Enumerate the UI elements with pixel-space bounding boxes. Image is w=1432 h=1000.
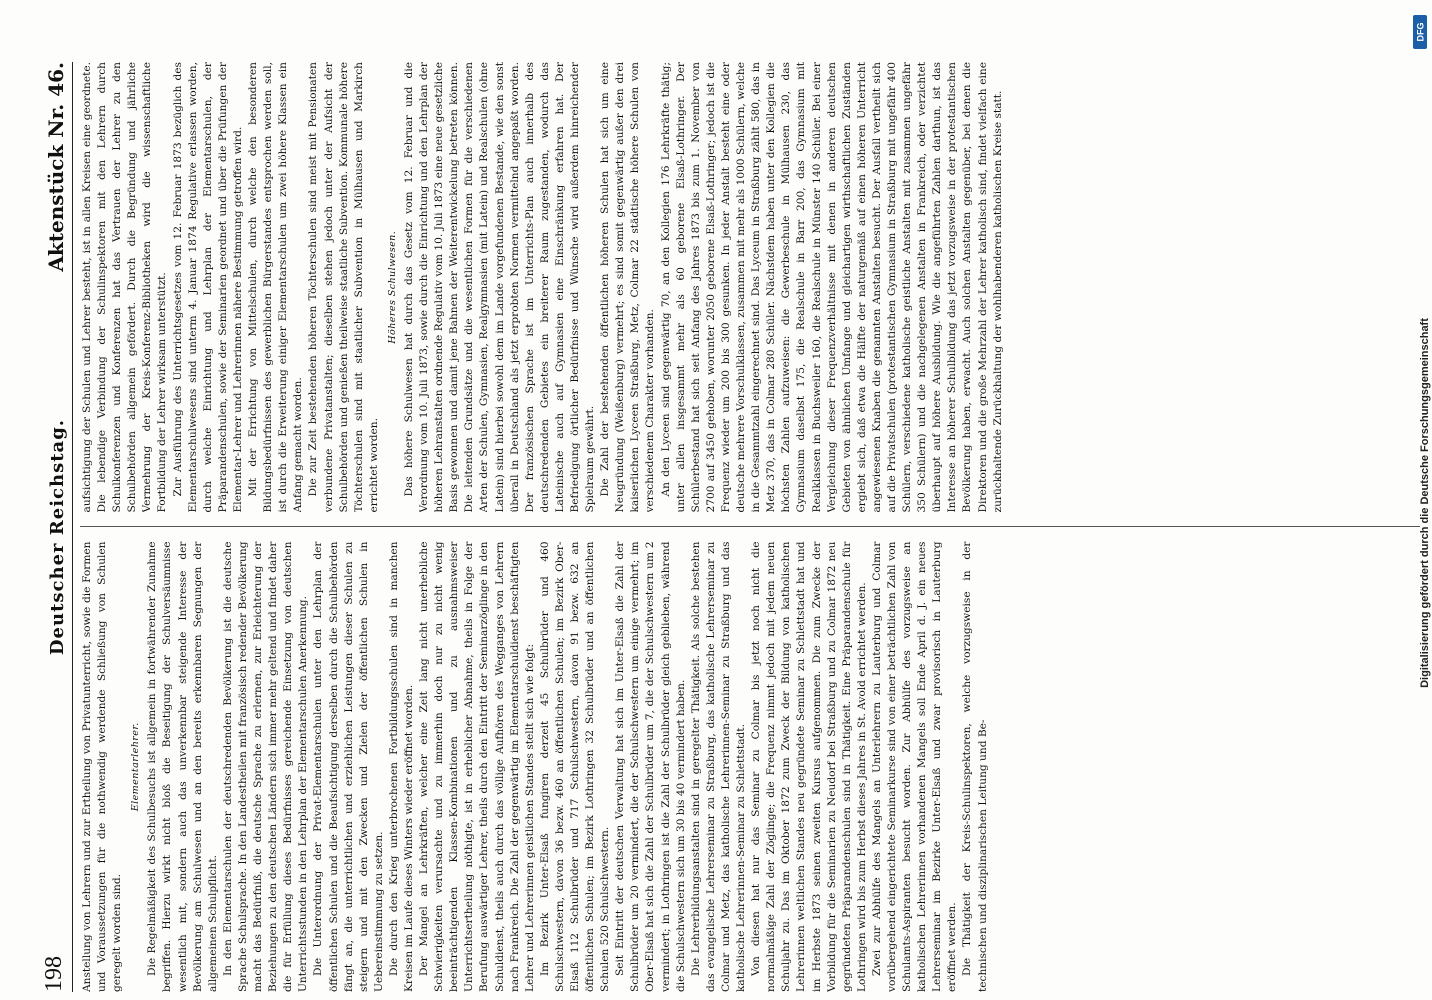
right-column: [80, 62, 1420, 513]
paragraph: Anstellung von Lehrern und zur Ertheilung von Privatunterricht, sowie die Formen und Voraussetzungen für die nothwendig werdende Schließung von Schulen geregelt worden sind.: [81, 541, 124, 992]
digitization-note: [1410, 15, 1432, 990]
paragraph: Zwei zur Abhülfe des Mangels an Unterlehrern zu Lauterburg und Colmar vorübergehend eingerichtete Seminarkurse sind von einer beträchtlichen Zahl von Schulamts-Aspiranten besucht worden. Zur Abhülfe des vorzugsweise an katholischen Lehrerinnen vorhandenen Mangels soll Ende April d. J. ein neues Lehrerseminar im Bezirke Unter-Elsaß und zwar provisorisch in Lauterburg eröffnet werden.: [870, 541, 959, 992]
running-title: Deutscher Reichstag.: [47, 418, 68, 656]
document-label: Aktenstück Nr. 46.: [44, 62, 68, 272]
paragraph: Die Regelmäßigkeit des Schulbesuchs ist allgemein in fortwährender Zunahme begriffen. Hierzu wirkt nicht bloß die Beseitigung der Schulversäumnisse wesentlich mit, sondern auch das unverkennbar steigende Interesse der Bevölkerung am Schulwesen und an den bereits erkennbaren Segnungen der allgemeinen Schulpflicht.: [146, 541, 219, 992]
paragraph: Die durch den Krieg unterbrochenen Fortbildungsschulen sind in manchen Kreisen im Laufe dieses Winters wieder eröffnet worden.: [387, 541, 415, 992]
section-subheading: Elementarlehrer.: [130, 722, 142, 812]
column-divider: [80, 527, 1420, 528]
paragraph: Von diesen hat nur das Seminar zu Colmar bis jetzt noch nicht die normalmäßige Zahl der Zöglinge; die Frequenz nimmt jedoch mit jedem neuen Schuljahr zu. Das im Oktober 1872 zum Zweck der Bildung von katholischen Lehrerinnen weltlichen Standes neu gegründete Seminar zu Schlettstadt hat und im Herbste 1873 seinen zweiten Kursus aufgenommen. Die zum Zwecke der Vorbildung für die Seminarien zu Neudorf bei Straßburg und zu Colmar 1872 neu gegründeten Präparandenschulen sind in Thätigkeit. Eine Präparandenschule für Lothringen wird bis zum Herbst dieses Jahres in St. Avold errichtet werden.: [750, 541, 868, 992]
paragraph: aufsichtigung der Schulen und Lehrer besteht, ist in allen Kreisen eine geordnete. Die lebendige Verbindung der Schulinspektoren mit den Lehrern durch Schulkonferenzen und Konferenzen hat das Vertrauen der Lehrer zu den Schulbehörden allgemein gefördert. Durch die Begründung und jährliche Vermehrung der Kreis-Konferenz-Bibliotheken wird die wissenschaftliche Fortbildung der Lehrer wirksam unterstützt.: [81, 62, 169, 513]
paragraph: An den Lyceen sind gegenwärtig 70, an den Kollegien 176 Lehrkräfte thätig; unter allen insgesammt mehr als 60 geborene Elsaß-Lothringer. Der Schülerbestand hat sich seit Anfang des Jahres 1873 bis zum 1. November von 2700 auf 3450 gehoben, worunter 2050 geborene Elsaß-Lothringer; jedoch ist die Frequenz wieder um 200 bis 300 gesunken. In jeder Anstalt besteht eine oder deutsche mehrere Vorschulklassen, zusammen mit mehr als 1000 Schülern, welche in die Gesammtzahl eingerechnet sind. Das Lyceum in Straßburg zählt 580, das in Metz 370, das in Colmar 280 Schüler. Nächstdem haben unter den Kollegien die höchsten Zahlen aufzuweisen: die Gewerbeschule in Mülhausen 230, das Gymnasium daselbst 175, die Realschule in Barr 200, das Gymnasium mit Realklassen in Buchsweiler 160, die Realschule in Münster 140 Schüler. Bei einer Vergleichung dieser Frequenzverhältnisse mit denen in anderen deutschen Gebieten von ähnlichen Umfange und gleichartigen wirthschaftlichen Zuständen ergiebt sich, daß etwa die Hälfte der naturgemäß auf einen höheren Unterricht angewiesenen Knaben die genannten Anstalten besucht. Der Ausfall vertheilt sich auf die Privatschulen (protestantischen Gymnasium in Straßburg mit ungefähr 400 Schülern, verschiedene katholische geistliche Anstalten mit zusammen ungefähr 350 Schülern) und die nachgelegenen Anstalten in Frankreich, oder verzichtet überhaupt auf höhere Ausbildung. Wie die angeführten Zahlen darthun, ist das Interesse an höherer Schulbildung das jetzt vorzugsweise in der protestantischen Bevölkerung haben, erwacht. Auch solchen Anstalten gegenüber, bei denen die Direktoren und die große Mehrzahl der Lehrer katholisch sind, findet vielfach eine zurückhaltende Zurückhaltung der wohlhabenderen katholischen Kreise statt.: [659, 62, 1004, 513]
paragraph: Die zur Zeit bestehenden höheren Töchterschulen sind meist mit Pensionaten verbundene Privatanstalten; dieselben stehen jedoch unter der Aufsicht der Schulbehörden und genießen theilweise staatliche Subvention. Kommunale höhere Töchterschulen sind mit staatlicher Subvention in Mülhausen und Markirch errichtet worden.: [307, 62, 380, 513]
paragraph: Mit der Errichtung von Mittelschulen, durch welche den besonderen Bildungsbedürfnissen des gewerblichen Bürgerstandes entsprochen werden soll, ist durch die Erweiterung einiger Elementarschulen um zwei höhere Klassen ein Anfang gemacht worden.: [247, 62, 305, 513]
paragraph: Der Mangel an Lehrkräften, welcher eine Zeit lang nicht unerhebliche Schwierigkeiten verursachte und zu immerhin doch nur zu nicht wenig beeinträchtigenden Klassen-Kombinationen und zu ausnahmsweiser Unterrichtsertheilung nöthigte, ist in erheblicher Abnahme, theils in Folge der Berufung auswärtiger Lehrer, theils durch den Eintritt der Seminarzöglinge in den Schuldienst, theils auch durch das völlige Aufhören des Wegganges von Lehrern nach Frankreich. Die Zahl der gegenwärtig im Elementarschuldienst beschäftigten Lehrer und Lehrerinnen geistlichen Standes stellt sich wie folgt:: [418, 541, 536, 992]
paragraph: Das höhere Schulwesen hat durch das Gesetz vom 12. Februar und die Verordnung vom 10. Juli 1873, sowie durch die Einrichtung und den Lehrplan der höheren Lehranstalten ordnende Regulativ vom 10. Juli 1873 eine neue gesetzliche Basis gewonnen und damit jene Bahnen der Weiterentwickelung betreten können. Die leitenden Grundsätze und die wesentlichen Formen für die verschiedenen Arten der Schulen, Gymnasien, Realgymnasien (mit Latein) und Realschulen (ohne Latein) sind hierbei sowohl dem im Lande vorgefundenen Bestande, wie den sonst überall in Deutschland als jetzt erprobten Normen vermittelnd angepaßt worden. Der französischen Sprache ist im Unterrichts-Plan auch innerhalb des deutschredenden Gebietes ein breiterer Raum zugestanden, wodurch das Lateinische auch auf Gymnasien eine Einschränkung erfahren hat. Der Befriedigung örtlicher Bedürfnisse und Wünsche wird außerdem hinreichender Spielraum gewährt.: [402, 62, 597, 513]
paragraph: Die Lehrerbildungsanstalten sind in geregelter Thätigkeit. Als solche bestehen das evangelische Lehrerseminar zu Straßburg, das katholische Lehrerseminar zu Colmar und Metz, das katholische Lehrerinnen-Seminar zu Straßburg und das katholische Lehrerinnen-Seminar zu Schlettstadt.: [689, 541, 748, 992]
page-header: [28, 62, 73, 992]
section-subheading: Höheres Schulwesen.: [386, 230, 398, 344]
paragraph: Die Zahl der bestehenden öffentlichen höheren Schulen hat sich um eine Neugründung (Weißenburg) vermehrt; es sind somit gegenwärtig außer den drei kaiserlichen Lyceen Straßburg, Metz, Colmar 22 städtische höhere Schulen von verschiedenem Charakter vorhanden.: [599, 62, 657, 513]
paragraph: In den Elementarschulen der deutschredenden Bevölkerung ist die deutsche Sprache Schulsprache. In den Landestheilen mit französisch redender Bevölkerung macht das Bedürfniß, die deutsche Sprache zu erlernen, zur Erleichterung der Beziehungen zu den deutschen Ländern sich immer mehr geltend und findet daher die für Erfüllung dieses Bedürfnisses gereichende Einsetzung von deutschen Unterrichtsstunden in den Lehrplan der Elementarschulen Anerkennung.: [221, 541, 310, 992]
paragraph: Die Unterordnung der Privat-Elementarschulen unter den Lehrplan der öffentlichen Schulen und die Beaufsichtigung derselben durch die Schulbehörden fängt an, die unterrichtlichen und erziehlichen Leistungen dieser Schulen zu steigern und mit den Zwecken und Zielen der öffentlichen Schulen in Uebereinstimmung zu setzen.: [312, 541, 385, 992]
dfg-logo-text: DFG: [1415, 22, 1425, 42]
left-column: [80, 542, 1420, 993]
paragraph: Im Bezirk Unter-Elsaß fungiren derzeit 45 Schulbrüder und 460 Schulschwestern, davon 36 bezw. 460 an öffentlichen Schulen; im Bezirk Ober-Elsaß 112 Schulbrüder und 717 Schulschwestern, davon 91 bezw. 632 an öffentlichen Schulen; im Bezirk Lothringen 32 Schulbrüder und an öffentlichen Schulen 520 Schulschwestern.: [538, 541, 612, 992]
page-number: 198: [41, 956, 67, 992]
dfg-logo: [1413, 15, 1427, 49]
paragraph: Zur Ausführung des Unterrichtsgesetzes vom 12. Februar 1873 bezüglich des Elementarschulwesens sind unterm 4. Januar 1874 Regulative erlassen worden, durch welche Einrichtung und Lehrplan der Elementarschulen, der Präparandenschulen, sowie der Seminarien geordnet und über die Prüfungen der Elementar-Lehrer und Lehrerinnen nähere Bestimmung getroffen wird.: [171, 62, 244, 513]
digitization-note-text: Digitalisierung gefördert durch die Deutsche Forschungsgemeinschaft: [1419, 317, 1432, 688]
paragraph: Die Thätigkeit der Kreis-Schulinspektoren, welche vorzugsweise in der technischen und disziplinarischen Leitung und Be-: [961, 541, 989, 992]
paragraph: Seit Eintritt der deutschen Verwaltung hat sich im Unter-Elsaß die Zahl der Schulbrüder um 20 vermindert, die der Schulschwestern um einige vermehrt; im Ober-Elsaß hat sich die Zahl der Schulbrüder um 7, die der Schulschwestern um 2 vermindert; in Lothringen ist die Zahl der Schulbrüder gleich geblieben, während die Schulschwestern sich um 30 bis 40 vermindert haben.: [614, 541, 687, 992]
text-columns: [80, 62, 1420, 992]
